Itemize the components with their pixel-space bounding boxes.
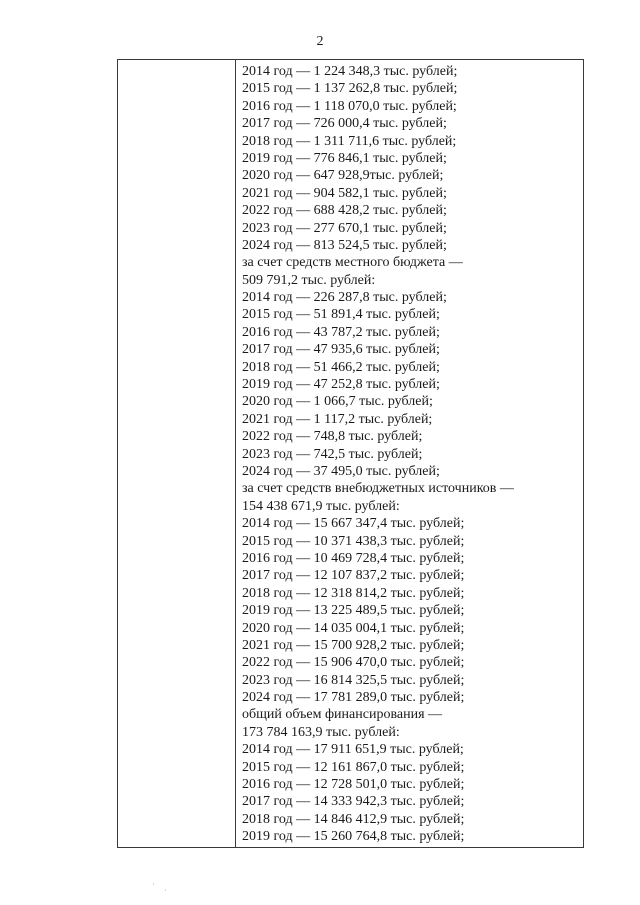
financing-line: 2015 год — 10 371 438,3 тыс. рублей; [242, 533, 465, 549]
financing-line: 173 784 163,9 тыс. рублей: [242, 724, 400, 740]
financing-line: 2024 год — 37 495,0 тыс. рублей; [242, 463, 440, 479]
financing-line: 2021 год — 15 700 928,2 тыс. рублей; [242, 637, 465, 653]
financing-line: 2018 год — 1 311 711,6 тыс. рублей; [242, 133, 457, 149]
financing-line: 2016 год — 10 469 728,4 тыс. рублей; [242, 550, 465, 566]
financing-line: 2015 год — 1 137 262,8 тыс. рублей; [242, 81, 458, 97]
financing-line: 2022 год — 748,8 тыс. рублей; [242, 429, 423, 445]
financing-line: 2015 год — 51 891,4 тыс. рублей; [242, 307, 440, 323]
financing-line: 2024 год — 813 524,5 тыс. рублей; [242, 237, 447, 253]
financing-line: 2021 год — 904 582,1 тыс. рублей; [242, 185, 447, 201]
financing-line: 2023 год — 277 670,1 тыс. рублей; [242, 220, 447, 236]
financing-line: 2023 год — 742,5 тыс. рублей; [242, 446, 423, 462]
financing-line: 2020 год — 1 066,7 тыс. рублей; [242, 394, 433, 410]
financing-line: 2023 год — 16 814 325,5 тыс. рублей; [242, 672, 465, 688]
financing-line: 2014 год — 1 224 348,3 тыс. рублей; [242, 64, 458, 79]
financing-table [117, 59, 584, 848]
financing-line: 2022 год — 688 428,2 тыс. рублей; [242, 203, 447, 219]
financing-line: 2017 год — 47 935,6 тыс. рублей; [242, 342, 440, 358]
financing-line: за счет средств местного бюджета — [242, 255, 463, 271]
financing-line: 2019 год — 776 846,1 тыс. рублей; [242, 150, 447, 166]
financing-line: 2015 год — 12 161 867,0 тыс. рублей; [242, 759, 465, 775]
financing-line: 2019 год — 13 225 489,5 тыс. рублей; [242, 603, 465, 619]
financing-line: за счет средств внебюджетных источников — [242, 481, 514, 497]
financing-line: 2019 год — 47 252,8 тыс. рублей; [242, 377, 440, 393]
financing-line: 2018 год — 14 846 412,9 тыс. рублей; [242, 811, 465, 827]
financing-line: 2024 год — 17 781 289,0 тыс. рублей; [242, 690, 465, 706]
financing-line: 2020 год — 647 928,9тыс. рублей; [242, 168, 444, 184]
table-label-cell [118, 60, 236, 847]
financing-line: 2017 год — 12 107 837,2 тыс. рублей; [242, 568, 465, 584]
financing-line: 2014 год — 17 911 651,9 тыс. рублей; [242, 742, 464, 758]
financing-line: 2020 год — 14 035 004,1 тыс. рублей; [242, 620, 465, 636]
scan-speck: · [152, 880, 155, 889]
financing-line: 2017 год — 726 000,4 тыс. рублей; [242, 116, 447, 132]
financing-line: 2016 год — 1 118 070,0 тыс. рублей; [242, 98, 457, 114]
financing-line: 2016 год — 43 787,2 тыс. рублей; [242, 324, 440, 340]
financing-line: 154 438 671,9 тыс. рублей: [242, 498, 400, 514]
financing-line: 2022 год — 15 906 470,0 тыс. рублей; [242, 655, 465, 671]
financing-line: 2016 год — 12 728 501,0 тыс. рублей; [242, 777, 465, 793]
financing-line: 509 791,2 тыс. рублей: [242, 272, 376, 288]
financing-line: 2017 год — 14 333 942,3 тыс. рублей; [242, 794, 465, 810]
financing-line: 2018 год — 51 466,2 тыс. рублей; [242, 359, 440, 375]
financing-line: 2018 год — 12 318 814,2 тыс. рублей; [242, 585, 465, 601]
financing-line: 2014 год — 226 287,8 тыс. рублей; [242, 290, 447, 306]
financing-line: 2014 год — 15 667 347,4 тыс. рублей; [242, 516, 465, 532]
table-content-cell [237, 60, 583, 847]
financing-line: общий объем финансирования — [242, 707, 443, 723]
scan-speck: · [164, 886, 167, 895]
page-number: 2 [316, 34, 324, 49]
financing-line: 2021 год — 1 117,2 тыс. рублей; [242, 411, 433, 427]
financing-line: 2019 год — 15 260 764,8 тыс. рублей; [242, 829, 465, 845]
